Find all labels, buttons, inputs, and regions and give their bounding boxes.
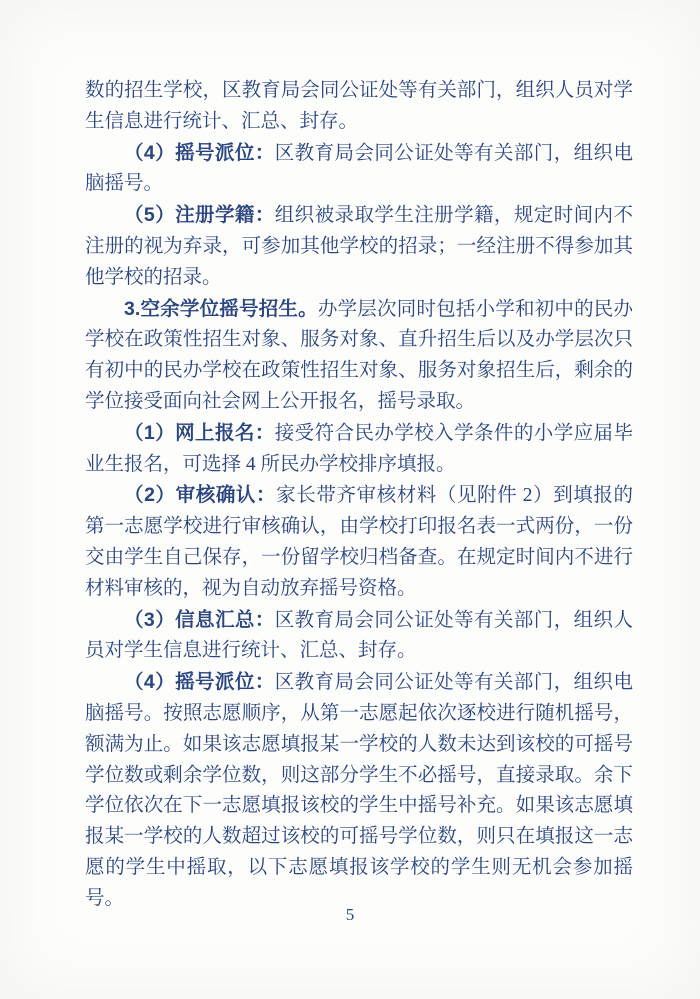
run-in-heading: （4）摇号派位： xyxy=(124,671,275,694)
text-segment: 家长带齐审核材料（见附件 2）到填报的第一志愿学校进行审核确认，由学校打印报名表一式两份，一份交由学生自己保存，一份留学校归档备查。在规定时间内不进行材料审核的，视为自动放弃摇号资格。 xyxy=(85,485,633,599)
run-in-heading: （5）注册学籍： xyxy=(124,204,275,227)
text-segment: 区教育局会同公证处等有关部门，组织电脑摇号。 xyxy=(85,142,633,195)
paragraph xyxy=(85,138,633,201)
paragraph xyxy=(85,200,633,293)
paragraph xyxy=(85,605,633,668)
text-segment: 数的招生学校，区教育局会同公证处等有关部门，组织人员对学生信息进行统计、汇总、封存。 xyxy=(85,80,633,132)
run-in-heading: （3）信息汇总： xyxy=(124,608,275,631)
run-in-heading: （4）摇号派位： xyxy=(124,141,275,164)
document-body xyxy=(85,76,633,915)
paragraph xyxy=(85,294,633,418)
text-segment: 接受符合民办学校入学条件的小学应届毕业生报名，可选择 4 所民办学校排序填报。 xyxy=(85,422,633,475)
run-in-heading: 3.空余学位摇号招生。 xyxy=(124,297,318,320)
paragraph xyxy=(85,667,633,914)
text-segment: 办学层次同时包括小学和初中的民办学校在政策性招生对象、服务对象、直升招生后以及办学层次只有初中的民办学校在政策性招生对象、服务对象招生后，剩余的学位接受面向社会网上公开报名，摇号录取。 xyxy=(85,298,633,412)
text-segment: 组织被录取学生注册学籍，规定时间内不注册的视为弃录，可参加其他学校的招录；一经注册不得参加其他学校的招录。 xyxy=(85,205,633,288)
text-segment: 区教育局会同公证处等有关部门，组织电脑摇号。按照志愿顺序，从第一志愿起依次逐校进行随机摇号，额满为止。如果该志愿填报某一学校的人数未达到该校的可摇号学位数或剩余学位数，则这部分学生不必摇号，直接录取。余下学位依次在下一志愿填报该校的学生中摇号补充。如果该志愿填报某一学校的人数超过该校的可摇号学位数，则只在填报这一志愿的学生中摇取，以下志愿填报该学校的学生则无机会参加摇号。 xyxy=(85,672,633,909)
run-in-heading: （2）审核确认： xyxy=(124,484,277,507)
paragraph xyxy=(85,418,633,481)
text-segment: 区教育局会同公证处等有关部门，组织人员对学生信息进行统计、汇总、封存。 xyxy=(85,609,633,662)
paragraph xyxy=(85,480,633,604)
page-number: 5 xyxy=(345,905,355,924)
run-in-heading: （1）网上报名： xyxy=(124,421,275,444)
paragraph xyxy=(85,76,633,138)
